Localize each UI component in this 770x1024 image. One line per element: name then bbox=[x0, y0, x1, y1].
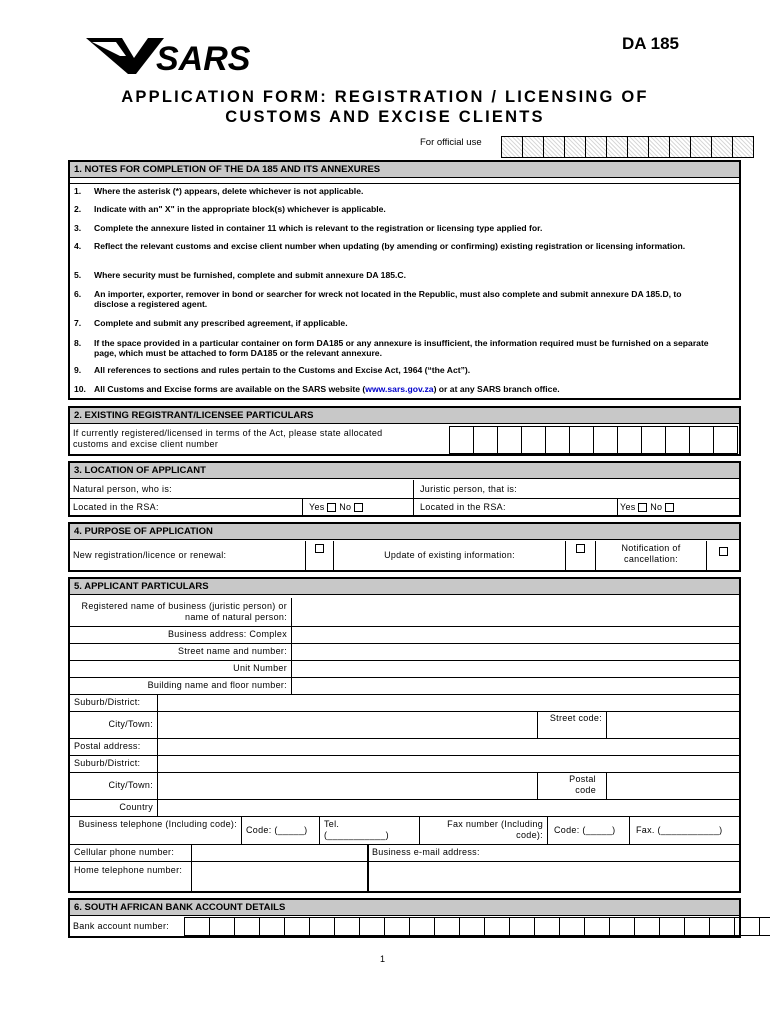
juristic-person-label: Juristic person, that is: bbox=[420, 484, 518, 494]
page-number: 1 bbox=[380, 954, 386, 964]
section-existing-registrant bbox=[68, 406, 741, 456]
section-applicant-heading: 5. APPLICANT PARTICULARS bbox=[70, 579, 739, 595]
postal-suburb-label: Suburb/District: bbox=[70, 755, 158, 772]
postal-address-input[interactable] bbox=[158, 738, 739, 755]
email-input[interactable] bbox=[368, 861, 739, 891]
tel-number-input[interactable]: Tel. (___________) bbox=[320, 816, 420, 844]
note-item: 10. All Customs and Excise forms are available on the SARS website (www.sars.gov.za) or at any SARS branch office. bbox=[74, 384, 560, 394]
suburb-input[interactable] bbox=[158, 694, 739, 711]
fax-label: Fax number (Including code): bbox=[420, 816, 548, 844]
home-telephone-label: Home telephone number: bbox=[70, 861, 192, 891]
form-title-line2: CUSTOMS AND EXCISE CLIENTS bbox=[225, 108, 545, 126]
unit-number-input[interactable] bbox=[292, 660, 739, 677]
postal-city-label: City/Town: bbox=[70, 772, 158, 799]
business-telephone-label: Business telephone (Including code): bbox=[70, 816, 242, 844]
client-number-input[interactable] bbox=[450, 426, 738, 454]
unit-number-label: Unit Number bbox=[70, 660, 292, 677]
note-item: 5. Where security must be furnished, complete and submit annexure DA 185.C. bbox=[74, 270, 406, 280]
juristic-no-checkbox[interactable] bbox=[665, 503, 674, 512]
official-use-grid bbox=[502, 136, 754, 158]
building-label: Building name and floor number: bbox=[70, 677, 292, 694]
sars-website-link[interactable]: www.sars.gov.za bbox=[365, 384, 434, 394]
sars-logo bbox=[86, 36, 256, 76]
section-notes bbox=[68, 160, 741, 400]
fax-code-input[interactable]: Code: (_____) bbox=[548, 816, 630, 844]
client-number-label: If currently registered/licensed in terms of the Act, please state allocated customs and excise client number bbox=[73, 428, 383, 449]
new-registration-label: New registration/licence or renewal: bbox=[70, 541, 306, 570]
postal-suburb-input[interactable] bbox=[158, 755, 739, 772]
natural-person-label: Natural person, who is: bbox=[70, 480, 414, 498]
business-complex-input[interactable] bbox=[292, 626, 739, 643]
form-title-line1: APPLICATION FORM: REGISTRATION / LICENSING OF bbox=[121, 88, 649, 106]
postal-city-input[interactable] bbox=[158, 772, 538, 799]
update-info-checkbox[interactable] bbox=[576, 544, 585, 553]
note-item: 7. Complete and submit any prescribed agreement, if applicable. bbox=[74, 318, 348, 328]
natural-yes-checkbox[interactable] bbox=[327, 503, 336, 512]
form-number: DA 185 bbox=[622, 34, 680, 53]
natural-located-label: Located in the RSA: bbox=[70, 498, 303, 516]
street-label: Street name and number: bbox=[70, 643, 292, 660]
bank-account-label: Bank account number: bbox=[73, 921, 170, 931]
note-item: 9. All references to sections and rules pertain to the Customs and Excise Act, 1964 (“the Act”). bbox=[74, 365, 471, 375]
postal-address-label: Postal address: bbox=[70, 738, 158, 755]
postal-code-input[interactable] bbox=[607, 772, 739, 799]
juristic-located-options: Yes No bbox=[620, 502, 674, 512]
note-item: 6. An importer, exporter, remover in bond or searcher for wreck not located in the Republic, must also complete and submit annexure DA 185.D, to disclose a registered agent. bbox=[74, 289, 682, 309]
registered-name-label: Registered name of business (juristic person) or name of natural person: bbox=[70, 598, 292, 626]
new-registration-checkbox[interactable] bbox=[315, 544, 324, 553]
section-bank-details bbox=[68, 898, 741, 938]
section-existing-heading: 2. EXISTING REGISTRANT/LICENSEE PARTICULARS bbox=[70, 408, 739, 424]
bank-account-input[interactable] bbox=[185, 917, 770, 936]
note-item: 1. Where the asterisk (*) appears, delete whichever is not applicable. bbox=[74, 186, 364, 196]
natural-no-checkbox[interactable] bbox=[354, 503, 363, 512]
cellular-label: Cellular phone number: bbox=[70, 844, 192, 861]
registered-name-input[interactable] bbox=[292, 598, 739, 626]
country-input[interactable] bbox=[158, 799, 739, 816]
note-item: 4. Reflect the relevant customs and excise client number when updating (by amending or confirming) existing registration or licensing information. bbox=[74, 241, 686, 251]
official-use-label: For official use bbox=[420, 137, 482, 148]
street-code-input[interactable] bbox=[607, 711, 739, 738]
note-item: 3. Complete the annexure listed in container 11 which is relevant to the registration or licensing type applied for. bbox=[74, 223, 543, 233]
juristic-located-label: Located in the RSA: bbox=[414, 498, 618, 516]
email-label: Business e-mail address: bbox=[372, 847, 480, 857]
update-info-label: Update of existing information: bbox=[334, 541, 566, 570]
section-purpose bbox=[68, 522, 741, 572]
cancellation-label: Notification of cancellation: bbox=[596, 541, 707, 570]
business-complex-label: Business address: Complex bbox=[70, 626, 292, 643]
section-location bbox=[68, 461, 741, 517]
section-location-heading: 3. LOCATION OF APPLICANT bbox=[70, 463, 739, 479]
section-purpose-heading: 4. PURPOSE OF APPLICATION bbox=[70, 524, 739, 540]
building-input[interactable] bbox=[292, 677, 739, 694]
postal-code-label: Postal code bbox=[538, 772, 607, 799]
section-bank-heading: 6. SOUTH AFRICAN BANK ACCOUNT DETAILS bbox=[70, 900, 739, 916]
cellular-input[interactable] bbox=[192, 844, 368, 861]
street-code-label: Street code: bbox=[538, 711, 607, 738]
cancellation-checkbox[interactable] bbox=[719, 547, 728, 556]
street-input[interactable] bbox=[292, 643, 739, 660]
fax-number-input[interactable]: Fax. (___________) bbox=[636, 825, 723, 835]
suburb-label: Suburb/District: bbox=[70, 694, 158, 711]
note-item: 2. Indicate with an" X" in the appropriate block(s) whichever is applicable. bbox=[74, 204, 386, 214]
svg-text:SARS: SARS bbox=[156, 40, 251, 76]
country-label: Country bbox=[70, 799, 158, 816]
city-input[interactable] bbox=[158, 711, 538, 738]
note-item: 8. If the space provided in a particular container on form DA185 or any annexure is insufficient, the information required must be furnished on a separate page, which must be attached to form DA185 or the relevant annexure. bbox=[74, 338, 709, 358]
home-telephone-input[interactable] bbox=[192, 861, 368, 891]
city-label: City/Town: bbox=[70, 711, 158, 738]
natural-located-options: Yes No bbox=[303, 498, 414, 516]
section-notes-heading: 1. NOTES FOR COMPLETION OF THE DA 185 AND ITS ANNEXURES bbox=[70, 162, 739, 178]
juristic-yes-checkbox[interactable] bbox=[638, 503, 647, 512]
tel-code-input[interactable]: Code: (_____) bbox=[242, 816, 320, 844]
section-applicant-particulars bbox=[68, 577, 741, 893]
